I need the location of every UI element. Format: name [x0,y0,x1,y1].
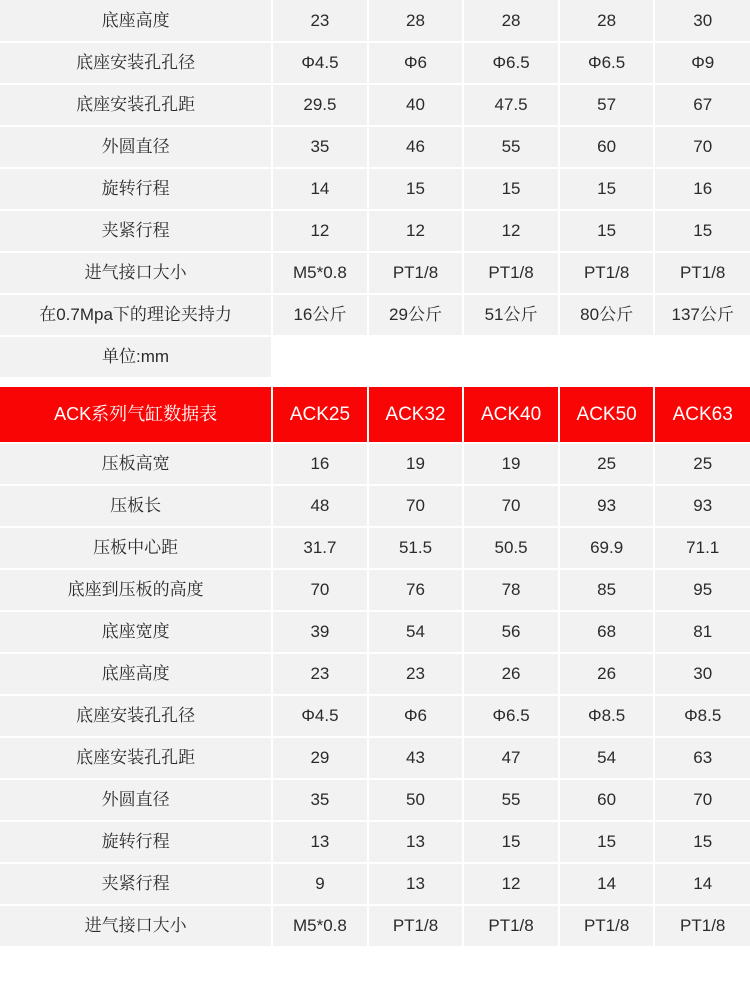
row-label: 外圆直径 [0,126,272,168]
row-value: 14 [559,863,655,905]
row-value: 80公斤 [559,294,655,336]
table-row [0,905,750,947]
column-header: ACK32 [368,387,464,443]
row-value: 35 [272,126,368,168]
row-value: PT1/8 [654,905,750,947]
row-value: 47 [463,737,559,779]
row-value: 15 [654,210,750,252]
row-label: 底座安装孔孔径 [0,695,272,737]
row-value: 55 [463,779,559,821]
row-label: 进气接口大小 [0,252,272,294]
row-label: 夹紧行程 [0,863,272,905]
row-label: 压板中心距 [0,527,272,569]
spec-table-top [0,0,750,379]
row-value: 54 [368,611,464,653]
row-value: 48 [272,485,368,527]
row-value: Φ8.5 [559,695,655,737]
column-header: ACK40 [463,387,559,443]
row-label: 夹紧行程 [0,210,272,252]
table-row [0,863,750,905]
row-value: 15 [463,821,559,863]
row-label: 底座高度 [0,0,272,42]
row-value: 47.5 [463,84,559,126]
spec-table-ack [0,387,750,948]
table-row [0,821,750,863]
row-value: 57 [559,84,655,126]
row-value: 43 [368,737,464,779]
row-value: 70 [654,126,750,168]
row-value: 35 [272,779,368,821]
row-value: 23 [272,0,368,42]
row-value: 16 [272,443,368,485]
row-value: 13 [368,821,464,863]
row-value: 60 [559,779,655,821]
row-label: 压板高宽 [0,443,272,485]
row-value: 30 [654,653,750,695]
row-value: 85 [559,569,655,611]
row-value: 13 [368,863,464,905]
row-value: 39 [272,611,368,653]
row-value: 78 [463,569,559,611]
row-value: 56 [463,611,559,653]
row-value: 51.5 [368,527,464,569]
table-row [0,42,750,84]
table-row [0,126,750,168]
row-value: 28 [463,0,559,42]
row-value: 76 [368,569,464,611]
row-value: 13 [272,821,368,863]
row-value: 63 [654,737,750,779]
row-value: 29公斤 [368,294,464,336]
row-value: 12 [272,210,368,252]
row-value: 26 [463,653,559,695]
row-value: 15 [654,821,750,863]
table-row [0,210,750,252]
table-separator [0,379,750,387]
row-value: PT1/8 [654,252,750,294]
row-value: 67 [654,84,750,126]
table-row [0,0,750,42]
row-value: 26 [559,653,655,695]
row-value: 70 [654,779,750,821]
row-value: 71.1 [654,527,750,569]
table-title: ACK系列气缸数据表 [0,387,272,443]
row-value: 12 [463,210,559,252]
table-row [0,485,750,527]
row-value: 19 [463,443,559,485]
row-label: 底座安装孔孔距 [0,737,272,779]
row-value: 95 [654,569,750,611]
unit-blank [272,336,750,378]
row-value: 28 [559,0,655,42]
row-value: 15 [559,821,655,863]
spec-table-top-body [0,0,750,378]
row-label: 进气接口大小 [0,905,272,947]
row-value: 137公斤 [654,294,750,336]
row-value: 25 [654,443,750,485]
row-value: M5*0.8 [272,252,368,294]
row-value: PT1/8 [559,905,655,947]
table-row [0,168,750,210]
row-value: 93 [654,485,750,527]
row-value: 9 [272,863,368,905]
row-value: 29.5 [272,84,368,126]
table-row [0,527,750,569]
row-value: Φ4.5 [272,695,368,737]
row-value: 12 [368,210,464,252]
row-value: 14 [654,863,750,905]
row-value: 30 [654,0,750,42]
row-value: 19 [368,443,464,485]
table-row [0,294,750,336]
row-value: 28 [368,0,464,42]
row-value: 16 [654,168,750,210]
row-label: 底座安装孔孔径 [0,42,272,84]
row-value: 16公斤 [272,294,368,336]
row-value: 70 [272,569,368,611]
row-value: Φ4.5 [272,42,368,84]
row-value: 12 [463,863,559,905]
table-row [0,611,750,653]
row-label: 旋转行程 [0,821,272,863]
row-value: PT1/8 [559,252,655,294]
row-label: 底座安装孔孔距 [0,84,272,126]
table-header-row [0,387,750,443]
row-label: 在0.7Mpa下的理论夹持力 [0,294,272,336]
row-value: 15 [368,168,464,210]
row-value: M5*0.8 [272,905,368,947]
row-value: Φ6 [368,42,464,84]
row-value: 31.7 [272,527,368,569]
table-row [0,653,750,695]
row-value: 60 [559,126,655,168]
row-value: Φ6.5 [463,42,559,84]
row-label: 外圆直径 [0,779,272,821]
row-value: 25 [559,443,655,485]
row-value: 93 [559,485,655,527]
row-label: 底座高度 [0,653,272,695]
row-value: Φ6 [368,695,464,737]
row-value: 15 [559,210,655,252]
row-value: 70 [368,485,464,527]
row-label: 底座到压板的高度 [0,569,272,611]
row-value: Φ6.5 [559,42,655,84]
row-value: Φ6.5 [463,695,559,737]
row-value: 46 [368,126,464,168]
row-value: PT1/8 [463,905,559,947]
table-row [0,443,750,485]
table-row [0,695,750,737]
table-row [0,84,750,126]
row-value: 23 [368,653,464,695]
unit-label: 单位:mm [0,336,272,378]
row-label: 底座宽度 [0,611,272,653]
spec-table-ack-body [0,387,750,947]
row-value: 51公斤 [463,294,559,336]
row-value: 55 [463,126,559,168]
row-label: 旋转行程 [0,168,272,210]
row-value: PT1/8 [368,905,464,947]
table-row-unit [0,336,750,378]
row-value: 40 [368,84,464,126]
row-value: PT1/8 [463,252,559,294]
table-row [0,737,750,779]
row-value: 54 [559,737,655,779]
column-header: ACK50 [559,387,655,443]
column-header: ACK25 [272,387,368,443]
row-value: 23 [272,653,368,695]
row-value: 70 [463,485,559,527]
row-value: 29 [272,737,368,779]
row-value: 50 [368,779,464,821]
table-row [0,779,750,821]
table-row [0,569,750,611]
row-value: 81 [654,611,750,653]
row-value: Φ9 [654,42,750,84]
column-header: ACK63 [654,387,750,443]
row-value: 50.5 [463,527,559,569]
table-row [0,252,750,294]
row-label: 压板长 [0,485,272,527]
row-value: PT1/8 [368,252,464,294]
row-value: 69.9 [559,527,655,569]
row-value: 15 [559,168,655,210]
row-value: 15 [463,168,559,210]
row-value: 68 [559,611,655,653]
row-value: 14 [272,168,368,210]
row-value: Φ8.5 [654,695,750,737]
